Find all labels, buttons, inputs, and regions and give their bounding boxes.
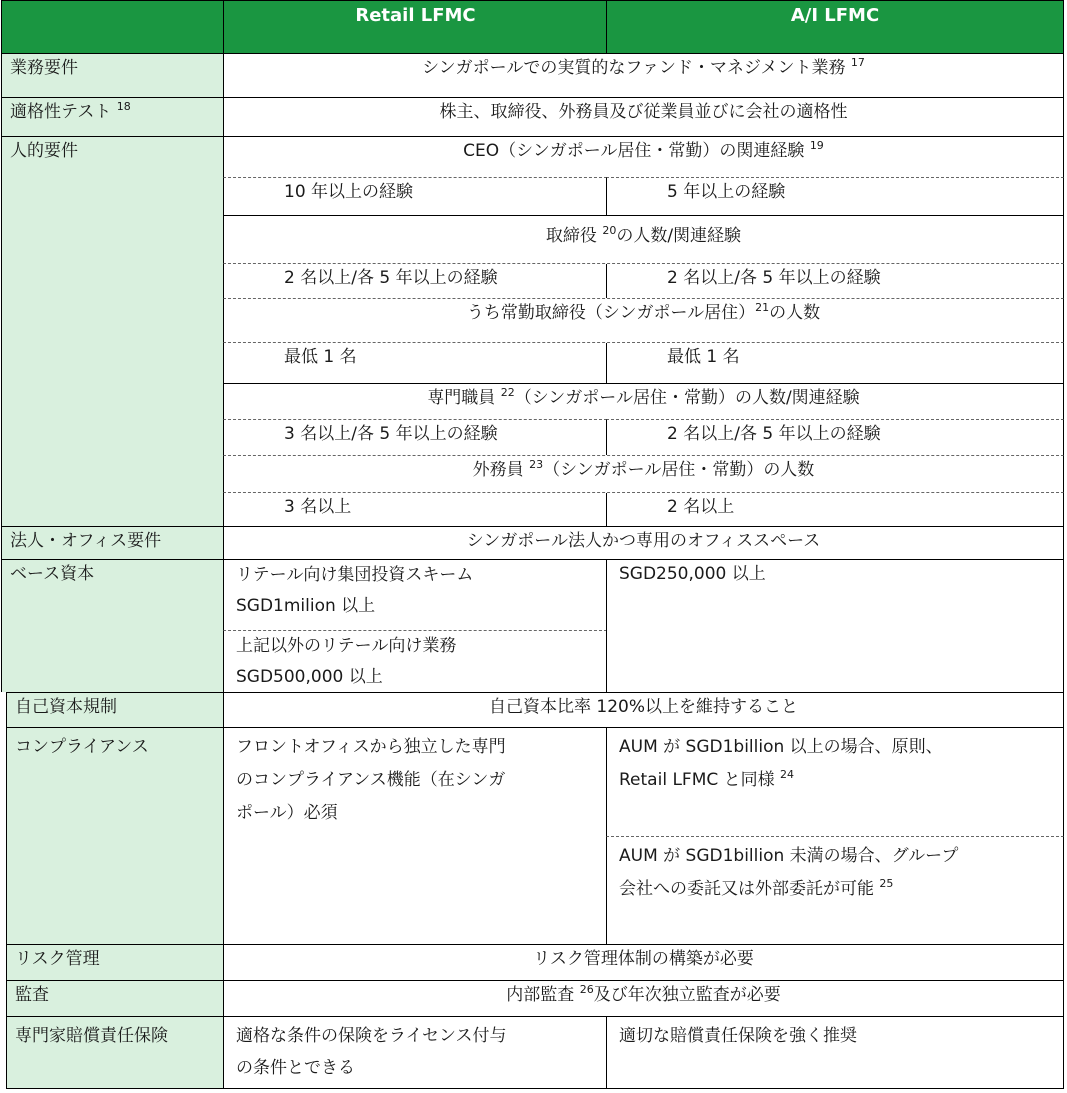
label-text: リスク管理 bbox=[15, 949, 100, 969]
base-capital-retail-cis bbox=[223, 560, 607, 630]
label-personnel-requirement bbox=[1, 137, 224, 527]
professional-ai bbox=[606, 419, 1064, 455]
footnote-18: 18 bbox=[116, 100, 131, 113]
director-retail bbox=[223, 264, 607, 298]
label-audit bbox=[6, 981, 224, 1017]
pro-heading-text-b: （シンガポール居住・常勤）の人数/関連経験 bbox=[514, 388, 860, 408]
header-blank-cell bbox=[1, 0, 224, 54]
label-text: 人的要件 bbox=[10, 141, 78, 161]
pi-insurance-ai bbox=[606, 1017, 1064, 1089]
professional-heading bbox=[223, 383, 1064, 419]
footnote-26: 26 bbox=[579, 983, 594, 996]
director-heading-text-a: 取締役 bbox=[545, 226, 597, 246]
label-text: 専門家賠償責任保険 bbox=[15, 1026, 168, 1046]
rep-ai-text: 2 名以上 bbox=[667, 497, 735, 517]
rep-ai bbox=[606, 493, 1064, 527]
label-text: 業務要件 bbox=[10, 58, 78, 78]
ceo-heading bbox=[223, 137, 1064, 177]
header-retail-lfmc bbox=[223, 0, 607, 54]
base-retail-1b: SGD1milion 以上 bbox=[236, 596, 376, 616]
risk-management-value bbox=[223, 945, 1064, 981]
exec-director-heading bbox=[223, 298, 1064, 343]
base-retail-2b: SGD500,000 以上 bbox=[236, 667, 383, 687]
fit-and-proper-value bbox=[223, 98, 1064, 137]
header-retail-label: Retail LFMC bbox=[355, 5, 476, 26]
pro-ai-text: 2 名以上/各 5 年以上の経験 bbox=[667, 424, 881, 444]
exec-director-ai bbox=[606, 343, 1064, 383]
ceo-ai-text: 5 年以上の経験 bbox=[667, 182, 786, 202]
rep-heading-text-a: 外務員 bbox=[472, 460, 524, 480]
pi-ai-text: 適切な賠償責任保険を強く推奨 bbox=[619, 1026, 857, 1046]
label-text: ベース資本 bbox=[10, 564, 95, 584]
value-text: リスク管理体制の構築が必要 bbox=[533, 949, 754, 969]
comp-retail-3: ポール）必須 bbox=[236, 803, 338, 823]
base-retail-2a: 上記以外のリテール向け業務 bbox=[236, 636, 457, 656]
pi-insurance-retail bbox=[223, 1017, 607, 1089]
value-text: シンガポールでの実質的なファンド・マネジメント業務 bbox=[422, 58, 846, 78]
pi-retail-1: 適格な条件の保険をライセンス付与 bbox=[236, 1026, 507, 1046]
audit-text-b: 及び年次独立監査が必要 bbox=[593, 985, 781, 1005]
audit-text-a: 内部監査 bbox=[506, 985, 575, 1005]
rep-retail-text: 3 名以上 bbox=[284, 497, 352, 517]
exec-heading-text-a: うち常勤取締役（シンガポール居住） bbox=[466, 303, 756, 323]
exec-retail-text: 最低 1 名 bbox=[284, 347, 357, 367]
label-fit-and-proper bbox=[1, 98, 224, 137]
rep-heading bbox=[223, 455, 1064, 493]
comp-retail-2: のコンプライアンス機能（在シンガ bbox=[236, 770, 506, 790]
ceo-retail-text: 10 年以上の経験 bbox=[284, 182, 414, 202]
footnote-22: 22 bbox=[500, 386, 515, 399]
business-requirement-value bbox=[223, 54, 1064, 98]
label-capital-adequacy bbox=[6, 692, 224, 728]
header-ai-label: A/I LFMC bbox=[790, 5, 880, 26]
comp-ai1-1: AUM が SGD1billion 以上の場合、原則、 bbox=[619, 737, 943, 757]
compliance-ai-large bbox=[606, 728, 1064, 836]
rep-heading-text-b: （シンガポール居住・常勤）の人数 bbox=[543, 460, 815, 480]
footnote-19: 19 bbox=[809, 139, 824, 152]
audit-value bbox=[223, 981, 1064, 1017]
director-heading bbox=[223, 215, 1064, 264]
base-capital-ai bbox=[606, 560, 1064, 692]
exec-ai-text: 最低 1 名 bbox=[667, 347, 740, 367]
label-text: 監査 bbox=[15, 985, 49, 1005]
comp-retail-1: フロントオフィスから独立した専門 bbox=[236, 737, 506, 757]
exec-heading-text-b: の人数 bbox=[769, 303, 821, 323]
label-text: 適格性テスト bbox=[10, 102, 112, 122]
value-text: 株主、取締役、外務員及び従業員並びに会社の適格性 bbox=[439, 102, 848, 122]
label-text: 自己資本規制 bbox=[15, 697, 117, 717]
comp-ai1-2: Retail LFMC と同様 bbox=[619, 770, 775, 790]
footnote-17: 17 bbox=[850, 56, 865, 69]
value-text: シンガポール法人かつ専用のオフィススペース bbox=[466, 531, 821, 551]
pi-retail-2: の条件とできる bbox=[236, 1058, 355, 1078]
label-corporate-office bbox=[1, 527, 224, 560]
rep-retail bbox=[223, 493, 607, 527]
ceo-heading-text: CEO（シンガポール居住・常勤）の関連経験 bbox=[463, 141, 805, 161]
header-ai-lfmc bbox=[606, 0, 1064, 54]
label-risk-management bbox=[6, 945, 224, 981]
value-text: 自己資本比率 120%以上を維持すること bbox=[488, 697, 798, 717]
director-retail-text: 2 名以上/各 5 年以上の経験 bbox=[284, 268, 498, 288]
label-compliance bbox=[6, 728, 224, 945]
director-ai-text: 2 名以上/各 5 年以上の経験 bbox=[667, 268, 881, 288]
director-heading-text-b: の人数/関連経験 bbox=[616, 226, 742, 246]
footnote-20: 20 bbox=[602, 224, 617, 237]
pro-heading-text-a: 専門職員 bbox=[427, 388, 496, 408]
base-retail-1a: リテール向け集団投資スキーム bbox=[236, 565, 474, 585]
base-ai-text: SGD250,000 以上 bbox=[619, 564, 766, 584]
pro-retail-text: 3 名以上/各 5 年以上の経験 bbox=[284, 424, 498, 444]
corporate-office-value bbox=[223, 527, 1064, 560]
label-business-requirement bbox=[1, 54, 224, 98]
footnote-24: 24 bbox=[780, 768, 795, 781]
professional-retail bbox=[223, 419, 607, 455]
label-base-capital bbox=[1, 560, 224, 692]
footnote-25: 25 bbox=[879, 877, 894, 890]
ceo-ai bbox=[606, 177, 1064, 215]
exec-director-retail bbox=[223, 343, 607, 383]
director-ai bbox=[606, 264, 1064, 298]
ceo-retail bbox=[223, 177, 607, 215]
label-text: 法人・オフィス要件 bbox=[10, 531, 162, 551]
footnote-23: 23 bbox=[529, 458, 544, 471]
comp-ai2-2: 会社への委託又は外部委託が可能 bbox=[619, 879, 874, 899]
comp-ai2-1: AUM が SGD1billion 未満の場合、グループ bbox=[619, 846, 959, 866]
label-pi-insurance bbox=[6, 1017, 224, 1089]
capital-adequacy-value bbox=[223, 692, 1064, 728]
compliance-ai-small bbox=[606, 836, 1064, 945]
label-text: コンプライアンス bbox=[15, 737, 149, 757]
compliance-retail bbox=[223, 728, 607, 945]
base-capital-retail-other bbox=[223, 630, 607, 692]
footnote-21: 21 bbox=[755, 301, 770, 314]
